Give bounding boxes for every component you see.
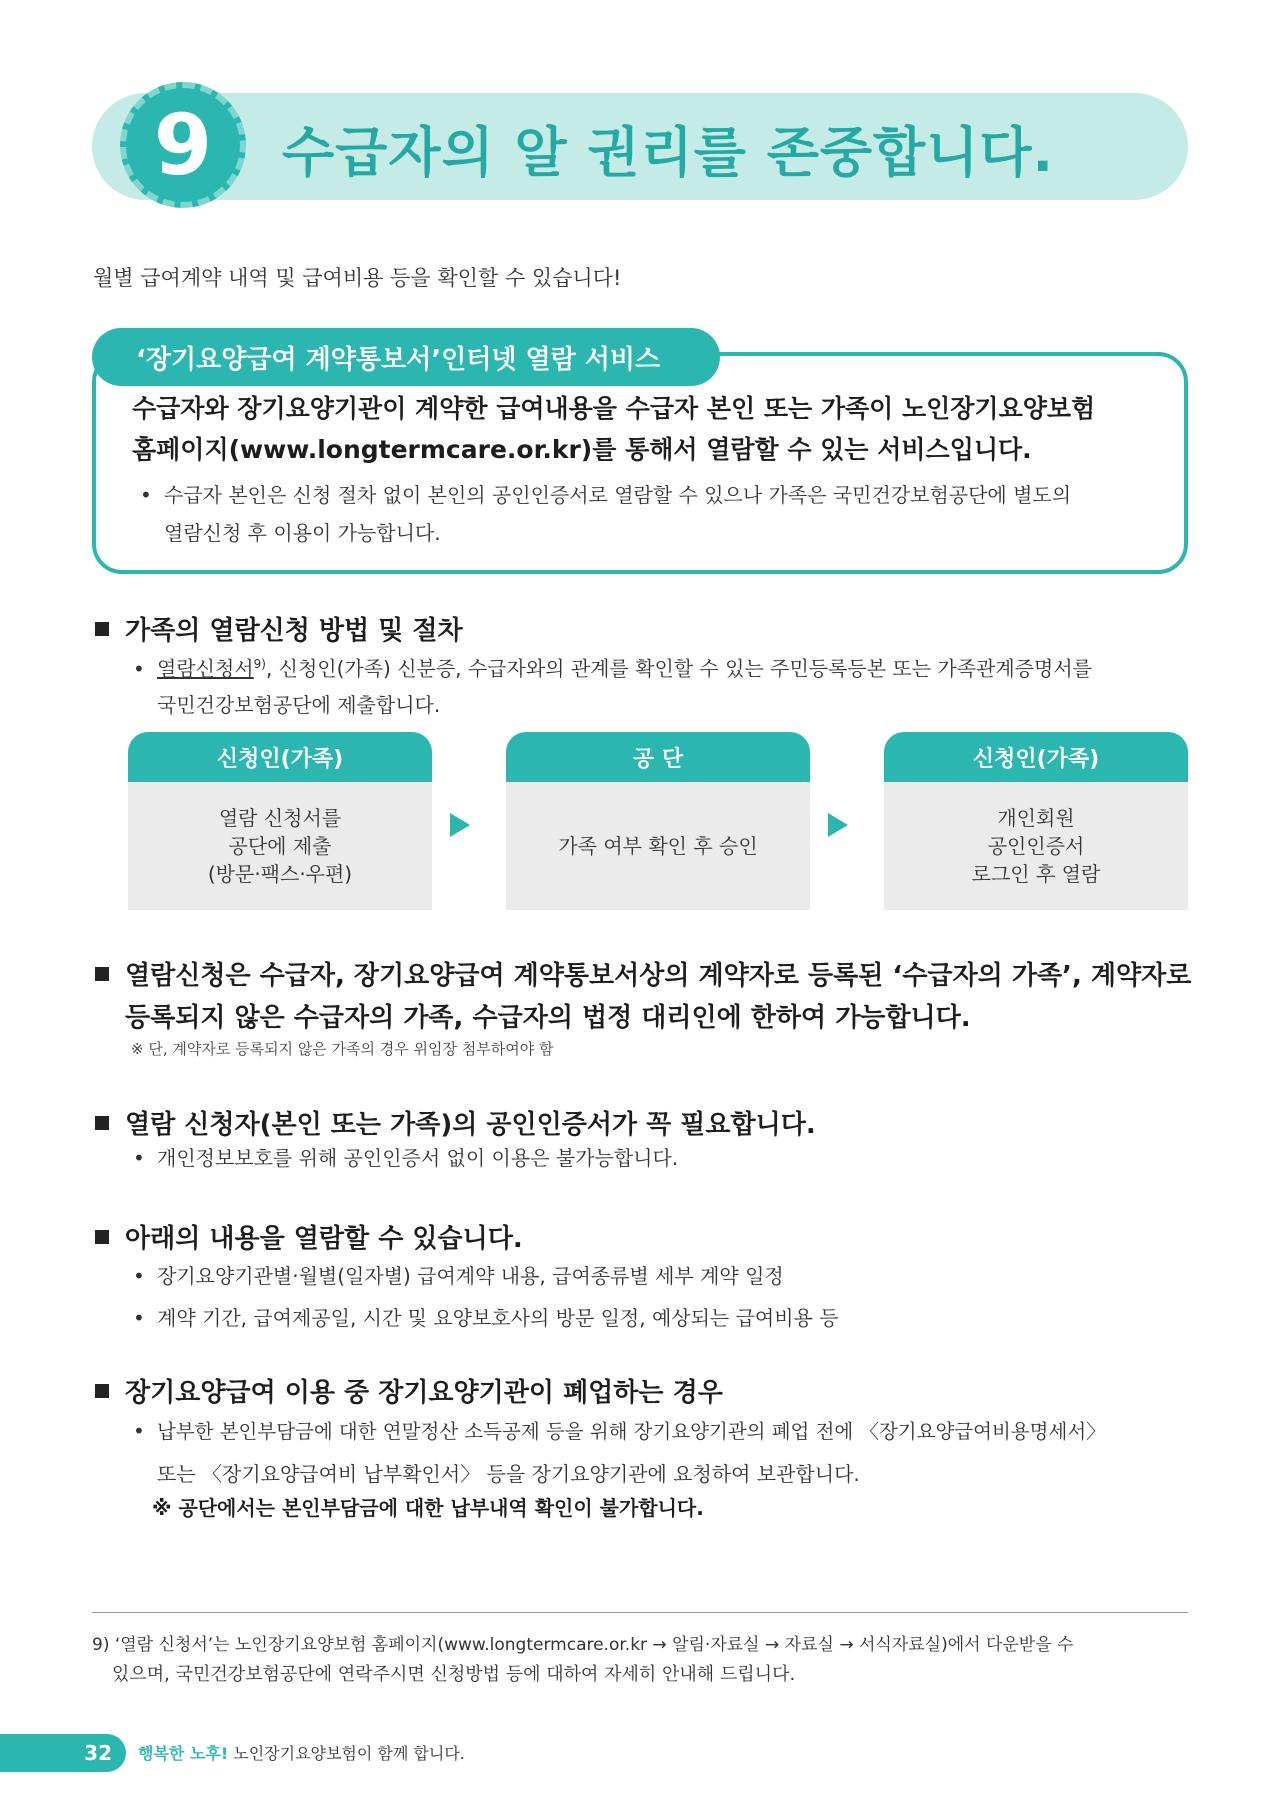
bullet-text: 장기요양기관별·월별(일자별) 급여계약 내용, 급여종류별 세부 계약 일정 [157,1264,784,1288]
flow-line: 가족 여부 확인 후 승인 [558,834,758,858]
flow-arrow-icon [828,813,848,837]
section-bullet [133,1410,1193,1495]
info-box-bullet [140,476,1160,552]
flow-line: 열람 신청서를 [218,806,342,830]
section-heading-text: 열람신청은 수급자, 장기요양급여 계약통보서상의 계약자로 등록된 ‘수급자의 가족’, 계약자로 [125,961,1192,991]
bullet-dot: • [133,1146,145,1170]
bullet-text: 국민건강보험공단에 제출합니다. [157,692,441,717]
intro-text: 월별 급여계약 내역 및 급여비용 등을 확인할 수 있습니다! [93,266,622,290]
flow-line: (방문·팩스·우편) [207,862,353,886]
bullet-dot: • [133,1306,145,1330]
application-form-ref: 열람신청서 [157,656,254,681]
section-heading-text: 아래의 내용을 열람할 수 있습니다. [125,1224,523,1254]
info-box-title: ‘장기요양급여 계약통보서’인터넷 열람 서비스 [136,344,661,375]
bullet-text: 열람신청 후 이용이 가능합니다. [164,521,441,545]
bullet-text: 수급자 본인은 신청 절차 없이 본인의 공인인증서로 열람할 수 있으나 가족은 국민건강보험공단에 별도의 [164,483,1072,507]
footer-tagline: 노인장기요양보험이 함께 합니다. [228,1744,465,1763]
footnote-line: 있으며, 국민건강보험공단에 연락주시면 신청방법 등에 대하여 자세히 안내해 드립니다. [112,1664,796,1685]
section-heading [95,610,463,647]
bullet-text: 납부한 본인부담금에 대한 연말정산 소득공제 등을 위해 장기요양기관의 폐업 전에 〈장기요양급여비용명세서〉 [157,1420,1106,1443]
section-heading-text: 열람 신청자(본인 또는 가족)의 공인인증서가 꼭 필요합니다. [125,1110,816,1140]
footer-text [138,1741,465,1764]
section-bullet [133,646,1193,723]
info-main-line: 홈페이지(www.longtermcare.or.kr)를 통해서 열람할 수 있는 서비스입니다. [132,435,1032,464]
flow-step-1-head: 신청인(가족) [128,732,432,782]
flow-line: 로그인 후 열람 [971,862,1101,886]
info-box-main [132,388,1142,470]
section-bullet [133,1255,839,1339]
bullet-dot: • [133,1264,145,1288]
page-number-tab [0,1734,126,1772]
bullet-text: 또는 〈장기요양급여비 납부확인서〉 등을 장기요양기관에 요청하여 보관합니다. [157,1462,860,1486]
section-heading [95,1218,523,1255]
flow-step-2-head: 공 단 [506,732,810,782]
section-bullet [133,1140,678,1176]
info-main-line: 수급자와 장기요양기관이 계약한 급여내용을 수급자 본인 또는 가족이 노인장기요양보험 [132,394,1096,423]
bullet-dot: • [133,1419,145,1443]
bullet-dot: • [133,656,145,681]
flow-step-2-body [506,782,810,910]
flow-line: 공인인증서 [987,834,1085,858]
section-heading [95,955,1191,1039]
section-heading-text: 등록되지 않은 수급자의 가족, 수급자의 법정 대리인에 한하여 가능합니다. [125,1003,971,1033]
bullet-text: 계약 기간, 급여제공일, 시간 및 요양보호사의 방문 일정, 예상되는 급여비용 등 [157,1306,839,1330]
footer-highlight: 행복한 노후! [138,1744,229,1763]
section-heading-text: 가족의 열람신청 방법 및 절차 [125,616,463,646]
square-bullet-icon [95,1384,109,1398]
flow-line: 개인회원 [997,806,1075,830]
important-note: ※ 공단에서는 본인부담금에 대한 납부내역 확인이 불가합니다. [152,1496,704,1520]
flow-line: 공단에 제출 [228,834,332,858]
page-title: 수급자의 알 권리를 존중합니다. [282,121,1055,184]
note: ※ 단, 계약자로 등록되지 않은 가족의 경우 위임장 첨부하여야 함 [131,1040,554,1058]
footnote-ref: 9) [253,657,266,671]
flow-step-3-body [884,782,1188,910]
square-bullet-icon [95,622,109,636]
flow-step-1-body [128,782,432,910]
footnote-divider [92,1612,1188,1613]
section-number-badge [120,82,246,208]
info-box-tab [92,328,720,386]
section-heading-text: 장기요양급여 이용 중 장기요양기관이 폐업하는 경우 [125,1378,723,1408]
square-bullet-icon [95,967,109,981]
page-number: 32 [84,1741,112,1765]
flow-arrow-icon [450,813,470,837]
bullet-text: 개인정보보호를 위해 공인인증서 없이 이용은 불가능합니다. [157,1146,679,1170]
footnote [92,1630,1192,1690]
section-heading [95,1372,723,1409]
square-bullet-icon [95,1116,109,1130]
footnote-line: 9) ‘열람 신청서’는 노인장기요양보험 홈페이지(www.longtermcare.or.kr → 알림·자료실 → 자료실 → 서식자료실)에서 다운받을 수 [92,1635,1074,1655]
flow-step-3-head: 신청인(가족) [884,732,1188,782]
bullet-text: , 신청인(가족) 신분증, 수급자와의 관계를 확인할 수 있는 주민등록등본 또는 가족관계증명서를 [265,656,1092,681]
section-number: 9 [153,96,213,194]
section-heading [95,1104,816,1141]
square-bullet-icon [95,1230,109,1244]
bullet-dot: • [140,483,152,507]
